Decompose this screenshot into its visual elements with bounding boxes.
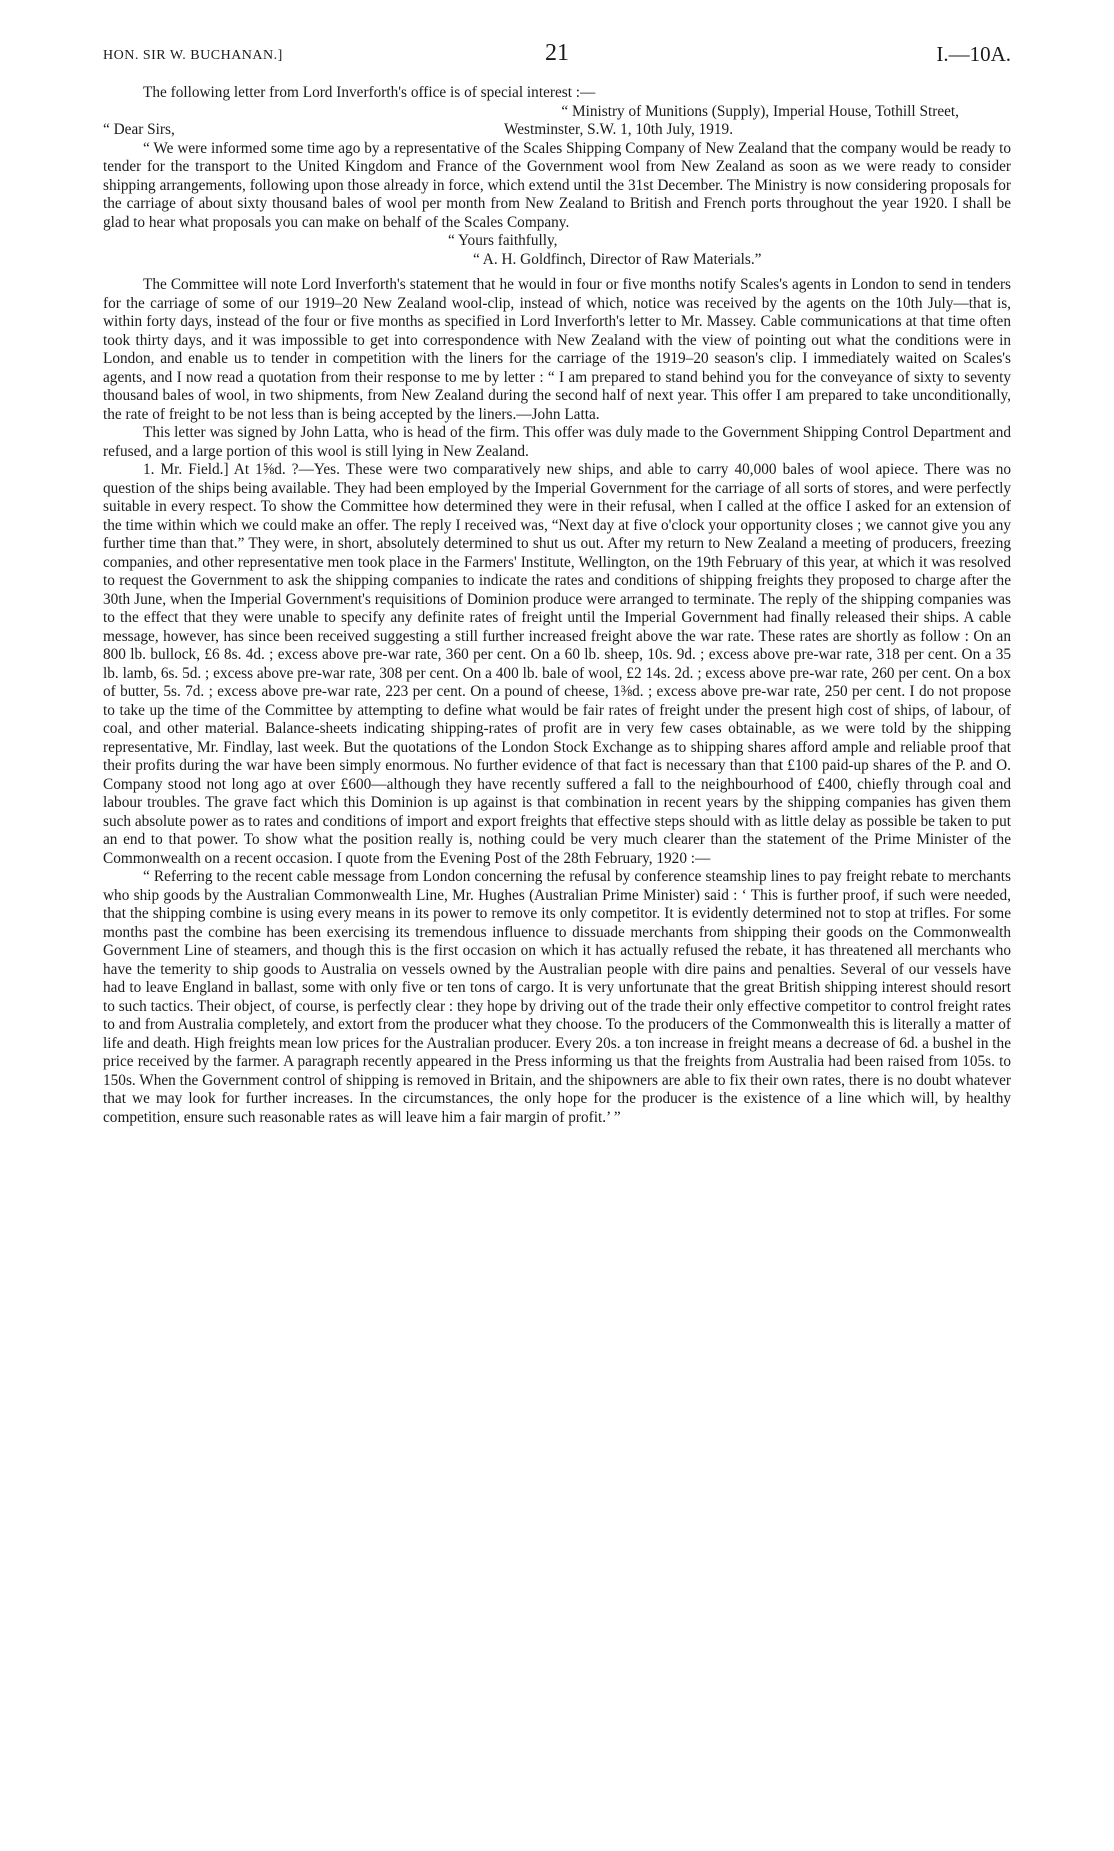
letter-location-date: Westminster, S.W. 1, 10th July, 1919. xyxy=(504,121,734,138)
page-number: 21 xyxy=(545,40,569,66)
letter-body: “ We were informed some time ago by a representative of the Scales Shipping Company of New Zealand that the company would be ready to tender for the transport to the United Kingdom and France of the Government wool from New Zealand as soon as we were ready to consider shipping arrangements, following upon those already in force, which extend until the 31st December. The Ministry is now considering proposals for the carriage of about sixty thousand bales of wool per month from New Zealand to British and French ports throughout the year 1920. I shall be glad to hear what proposals you can make on behalf of the Scales Company. xyxy=(103,139,1011,231)
paragraph: This letter was signed by John Latta, who is head of the firm. This offer was duly made to the Government Shipping Control Department and refused, and a large portion of this wool is still lying in New Zealand. xyxy=(103,424,1011,460)
letter-salutation-row xyxy=(103,121,1011,140)
letter-address-line: “ Ministry of Munitions (Supply), Imperial House, Tothill Street, xyxy=(561,102,959,120)
letter-signature: “ A. H. Goldfinch, Director of Raw Materials.” xyxy=(473,250,762,268)
page-header xyxy=(103,40,1011,70)
letter-closing: “ Yours faithfully, xyxy=(448,232,558,249)
paragraph: The Committee will note Lord Inverforth's statement that he would in four or five months notify Scales's agents in London to send in tenders for the carriage of some of our 1919–20 New Zealand wool-clip, instead of which, notice was received by the agents on the 10th July—that is, within forty days, instead of the four or five months as specified in Lord Inverforth's letter to Mr. Massey. Cable communications at that time often took thirty days, and it was impossible to get into correspondence with New Zealand with the view of pointing out what the conditions were in London, and enable us to tender in competition with the liners for the carriage of the 1919–20 season's clip. I immediately waited on Scales's agents, and I now read a quotation from their response to me by letter : “ I am prepared to stand behind you for the conveyance of sixty to seventy thousand bales of wool, in two shipments, from New Zealand during the second half of next year. This offer I am prepared to take unconditionally, the rate of freight to be not less than is being accepted by the liners.—John Latta. xyxy=(103,276,1011,423)
running-head: HON. SIR W. BUCHANAN.] xyxy=(103,48,283,63)
letter-salutation: “ Dear Sirs, xyxy=(103,121,175,138)
paragraph-quotation: “ Referring to the recent cable message from London concerning the refusal by conference steamship lines to pay freight rebate to merchants who ship goods by the Australian Commonwealth Line, Mr. Hughes (Australian Prime Minister) said : ‘ This is further proof, if such were needed, that the shipping combine is using every means in its power to remove its only competitor. It is evidently determined not to stop at trifles. For some months past the combine has been exercising its tremendous influence to dissuade merchants from shipping their goods on the Commonwealth Government Line of steamers, and though this is the first occasion on which it has actually refused the rebate, it has threatened all merchants who have the temerity to ship goods to Australia on vessels owned by the Australian people with dire pains and penalties. Several of our vessels have had to leave England in ballast, some with only five or ten tons of cargo. It is very unfortunate that the great British shipping interest should resort to such tactics. Their object, of course, is perfectly clear : they hope by driving out of the trade their only effective competitor to control freight rates to and from Australia completely, and extort from the producer what they choose. To the producers of the Commonwealth this is literally a matter of life and death. High freights mean low prices for the Australian producer. Every 20s. a ton increase in freight means a decrease of 6d. a bushel in the price received by the farmer. A paragraph recently appeared in the Press informing us that the freights from Australia had been raised from 105s. to 150s. When the Government control of shipping is removed in Britain, and the shipowners are able to fix their own rates, there is no doubt whatever that we may look for further increases. In the circumstances, the only hope for the producer is the existence of a line which will, by healthy competition, ensure such reasonable rates as will leave him a fair margin of profit.’ ” xyxy=(103,868,1012,1126)
page-body xyxy=(103,84,1011,1127)
document-reference: I.—10A. xyxy=(936,42,1011,66)
intro-paragraph: The following letter from Lord Inverforth's office is of special interest :— xyxy=(143,84,596,101)
paragraph-testimony: 1. Mr. Field.] At 1⅝d. ?—Yes. These were two comparatively new ships, and able to carry 40,000 bales of wool apiece. There was no question of the ships being available. They had been employed by the Imperial Government for the carriage of all sorts of stores, and were perfectly suitable in every respect. To show the Committee how determined they were in their refusal, when I called at the office I asked for an extension of the time within which we could make an offer. The reply I received was, “Next day at five o'clock your opportunity closes ; we cannot give you any further time than that.” They were, in short, absolutely determined to shut us out. After my return to New Zealand a meeting of producers, freezing companies, and other representative men took place in the Farmers' Institute, Wellington, on the 19th February of this year, at which it was resolved to request the Government to ask the shipping companies to indicate the rates and conditions of shipping freights they proposed to charge after the 30th June, when the Imperial Government's requisitions of Dominion produce were arranged to terminate. The reply of the shipping companies was to the effect that they were unable to specify any definite rates of freight until the Imperial Government had finally released their ships. A cable message, however, has since been received suggesting a still further increased freight above the war rate. These rates are shortly as follow : On an 800 lb. bullock, £6 8s. 4d. ; excess above pre-war rate, 360 per cent. On a 60 lb. sheep, 10s. 9d. ; excess above pre-war rate, 318 per cent. On a 35 lb. lamb, 6s. 5d. ; excess above pre-war rate, 308 per cent. On a 400 lb. bale of wool, £2 14s. 2d. ; excess above pre-war rate, 260 per cent. On a box of butter, 5s. 7d. ; excess above pre-war rate, 223 per cent. On a pound of cheese, 1⅜d. ; excess above pre-war rate, 250 per cent. I do not propose to take up the time of the Committee by attempting to define what would be fair rates of freight under the present high cost of ships, of labour, of coal, and other material. Balance-sheets indicating shipping-rates of profit are in very few cases obtainable, as we were told by the shipping representative, Mr. Findlay, last week. But the quotations of the London Stock Exchange as to shipping shares afford ample and reliable proof that their profits during the war have been simply enormous. No further evidence of that fact is necessary than that £100 paid-up shares of the P. and O. Company stood not long ago at over £600—although they have recently suffered a fall to the neighbourhood of £400, chiefly through coal and labour troubles. The grave fact which this Dominion is up against is that combination in recent years by the shipping companies has given them such absolute power as to rates and conditions of import and export freights that effective steps should with as little delay as possible be taken to put an end to that power. To show what the position really is, nothing could be very much clearer than the statement of the Prime Minister of the Commonwealth on a recent occasion. I quote from the Evening Post of the 28th February, 1920 :— xyxy=(103,461,1011,867)
